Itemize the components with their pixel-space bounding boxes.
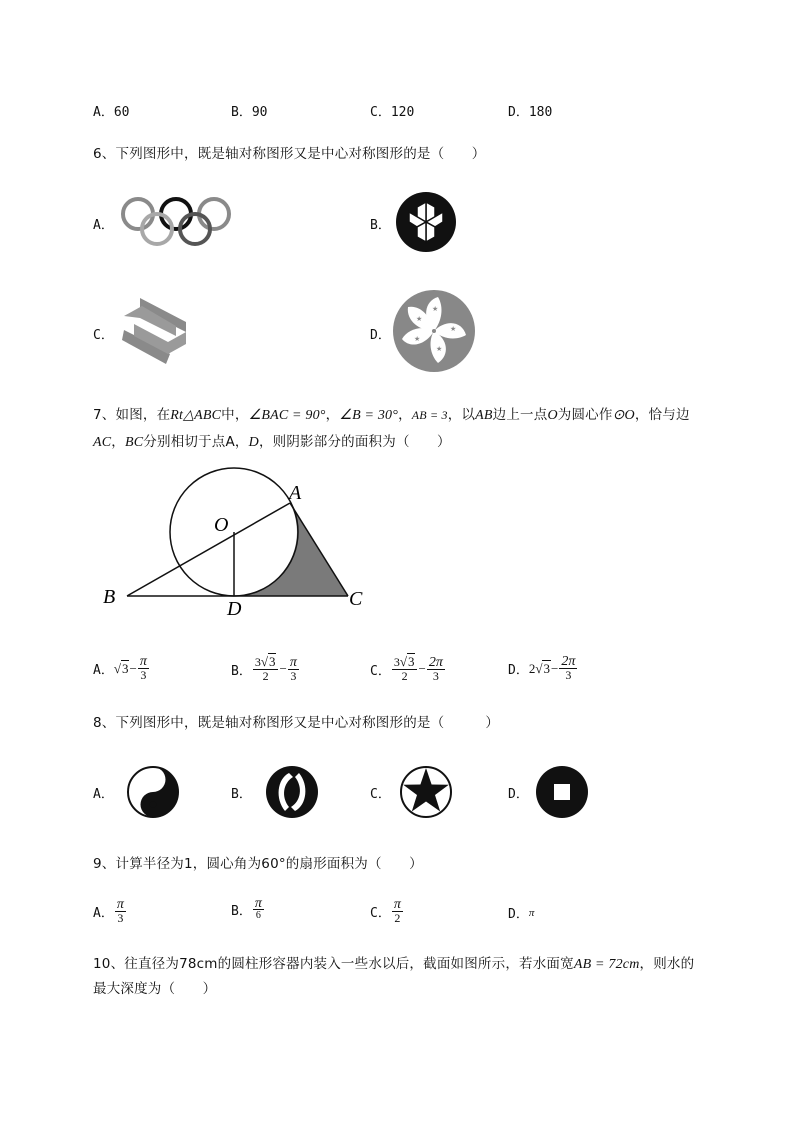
q8-option-d-label: D． — [508, 787, 529, 802]
q9-option-c: C． $\frac{\pi}{2}$ — [370, 897, 401, 925]
label-b: B — [103, 586, 116, 608]
label-c: C — [349, 588, 363, 610]
q7-stem-line2: AC，BC分别相切于点A，D，则阴影部分的面积为（ ） — [93, 434, 451, 450]
label-d: D — [227, 598, 242, 620]
q7-geometry-figure — [100, 465, 375, 625]
q10-stem-line1: 10、往直径为78cm的圆柱形容器内装入一些水以后，截面如图所示，若水面宽AB = 72cm，则水的 — [93, 956, 695, 972]
segment-ba — [127, 503, 290, 596]
svg-text:★: ★ — [414, 335, 421, 343]
q10-stem-line2: 最大深度为（ ） — [93, 981, 217, 997]
star-hexagon-emblem-icon — [395, 191, 457, 253]
q9-option-d: D． π — [508, 906, 535, 922]
star-in-circle-icon — [399, 765, 453, 819]
q5-option-b: B．90 — [231, 105, 268, 120]
label-o: O — [214, 514, 229, 536]
q5-option-c: C．120 — [370, 105, 415, 120]
shaded-region — [234, 503, 348, 596]
q8-stem: 8、下列图形中，既是轴对称图形又是中心对称图形的是（ ） — [93, 715, 500, 731]
q6-option-d-label: D． — [370, 328, 391, 343]
q7-option-d: D． 2 √3 − $\frac{2\pi}{3}$ — [508, 654, 576, 682]
q8-option-b-label: B． — [231, 787, 252, 802]
q8-option-c-label: C． — [370, 787, 391, 802]
q7-stem-line1: 7、如图，在Rt△ABC中，∠BAC = 90°，∠B = 30°，AB = 3，以AB边上一点O为圆心作⊙O，恰与边 — [93, 407, 690, 423]
q7-option-a: A． √3 − $\frac{\pi}{3}$ — [93, 654, 147, 682]
label-a: A — [289, 482, 302, 504]
q9-option-a: A． $\frac{\pi}{3}$ — [93, 897, 124, 925]
svg-text:★: ★ — [450, 325, 457, 333]
bauhinia-flower-emblem-icon — [392, 289, 476, 373]
q8-option-a-label: A． — [93, 787, 114, 802]
q5-option-d: D．180 — [508, 105, 553, 120]
coin-square-hole-icon — [535, 765, 589, 819]
q6-stem: 6、下列图形中，既是轴对称图形又是中心对称图形的是（ ） — [93, 146, 486, 162]
twin-arc-emblem-icon — [265, 765, 319, 819]
q9-option-b: B． $\frac{\pi}{6}$ — [231, 896, 262, 921]
q7-option-c: C． $\frac{3√3}{2}$ − $\frac{2\pi}{3}$ — [370, 654, 443, 683]
q5-option-a: A．60 — [93, 105, 130, 120]
q6-option-a-label: A． — [93, 218, 114, 233]
olympic-rings-icon — [120, 196, 234, 250]
svg-text:★: ★ — [416, 315, 423, 323]
suzuki-s-logo-icon — [120, 298, 190, 364]
q9-stem: 9、计算半径为1，圆心角为60°的扇形面积为（ ） — [93, 856, 423, 872]
svg-text:★: ★ — [432, 305, 439, 313]
q6-option-b-label: B． — [370, 218, 391, 233]
q6-option-c-label: C． — [93, 328, 114, 343]
svg-text:★: ★ — [436, 345, 443, 353]
q7-option-b: B． $\frac{3√3}{2}$ − $\frac{\pi}{3}$ — [231, 654, 297, 683]
yin-yang-icon — [126, 765, 180, 819]
